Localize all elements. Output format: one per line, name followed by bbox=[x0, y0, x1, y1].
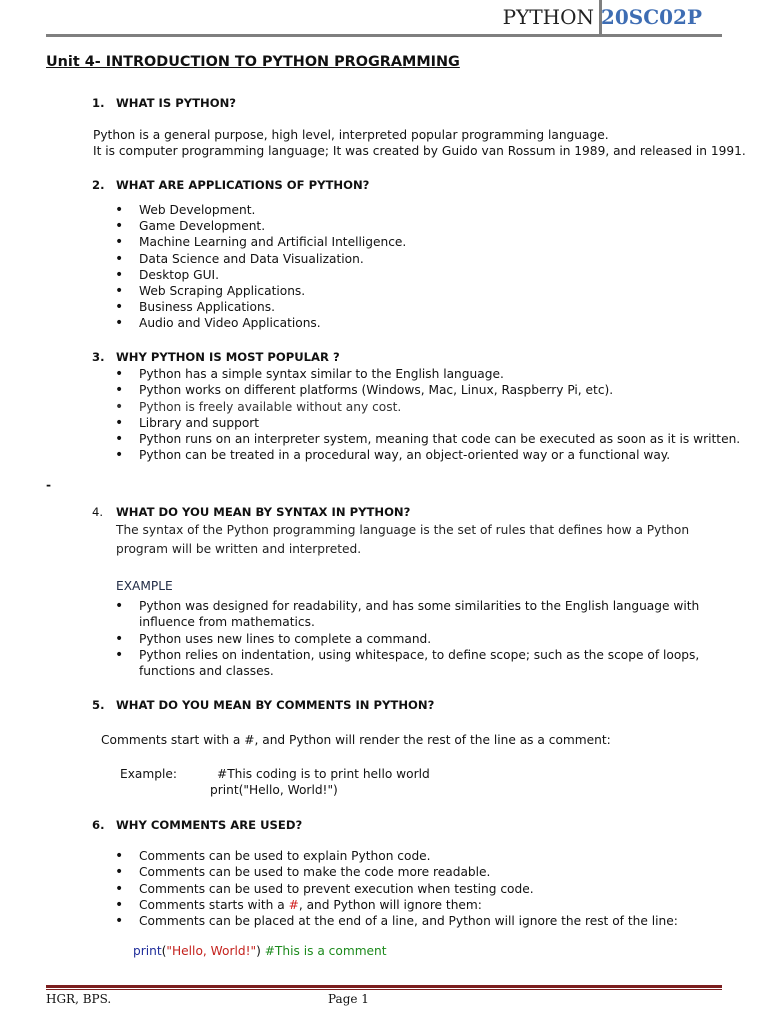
section-6-heading: 6. WHY COMMENTS ARE USED? bbox=[92, 818, 303, 832]
footer-author: HGR, BPS. bbox=[46, 992, 112, 1006]
what-is-line-1: Python is a general purpose, high level, interpreted popular programming language. bbox=[93, 128, 609, 142]
list-item: • Comments can be placed at the end of a line, and Python will ignore the rest of the line: bbox=[139, 913, 678, 929]
list-item: • Python uses new lines to complete a command. bbox=[139, 631, 725, 647]
syntax-points bbox=[139, 598, 725, 679]
list-item: • Desktop GUI. bbox=[139, 267, 406, 283]
section-5-heading: 5. WHAT DO YOU MEAN BY COMMENTS IN PYTHON? bbox=[92, 698, 435, 712]
section-1-heading: 1. WHAT IS PYTHON? bbox=[92, 96, 236, 110]
header-course: PYTHON bbox=[502, 5, 594, 29]
list-item: • Python works on different platforms (Windows, Mac, Linux, Raspberry Pi, etc). bbox=[139, 382, 740, 398]
list-item: • Data Science and Data Visualization. bbox=[139, 251, 406, 267]
list-item: • Comments can be used to make the code more readable. bbox=[139, 864, 678, 880]
footer-page-number: Page 1 bbox=[328, 992, 369, 1006]
header-rule bbox=[46, 34, 722, 37]
section-3-heading: 3. WHY PYTHON IS MOST POPULAR ? bbox=[92, 350, 340, 364]
comments-intro: Comments start with a #, and Python will render the rest of the line as a comment: bbox=[101, 733, 611, 747]
list-item: • Business Applications. bbox=[139, 299, 406, 315]
footer-rule bbox=[46, 985, 722, 988]
list-item: • Comments starts with a #, and Python will ignore them: bbox=[139, 897, 678, 913]
list-item: • Comments can be used to prevent execution when testing code. bbox=[139, 881, 678, 897]
stray-dash: - bbox=[46, 478, 52, 492]
what-is-line-2: It is computer programming language; It was created by Guido van Rossum in 1989, and released in 1991. bbox=[93, 144, 746, 158]
list-item: • Game Development. bbox=[139, 218, 406, 234]
why-comments-list bbox=[139, 848, 678, 929]
list-item: • Python runs on an interpreter system, meaning that code can be executed as soon as it is written. bbox=[139, 431, 740, 447]
header-code: 20SC02P bbox=[600, 5, 702, 29]
page-header bbox=[46, 0, 722, 36]
list-item: • Web Development. bbox=[139, 202, 406, 218]
list-item: • Python was designed for readability, and has some similarities to the English language with influence from mathematics. bbox=[139, 598, 725, 631]
list-item: • Web Scraping Applications. bbox=[139, 283, 406, 299]
comments-example-label: Example: bbox=[120, 767, 177, 781]
comments-example-line-2: print("Hello, World!") bbox=[210, 783, 338, 797]
comments-example-line-1: #This coding is to print hello world bbox=[217, 767, 430, 781]
list-item: • Machine Learning and Artificial Intelligence. bbox=[139, 234, 406, 250]
applications-list bbox=[139, 202, 406, 332]
section-2-heading: 2. WHAT ARE APPLICATIONS OF PYTHON? bbox=[92, 178, 370, 192]
list-item: • Python has a simple syntax similar to the English language. bbox=[139, 366, 740, 382]
list-item: • Python relies on indentation, using whitespace, to define scope; such as the scope of loops, functions and classes. bbox=[139, 647, 725, 680]
list-item: • Python can be treated in a procedural way, an object-oriented way or a functional way. bbox=[139, 447, 740, 463]
list-item: • Audio and Video Applications. bbox=[139, 315, 406, 331]
footer-rule-thin bbox=[46, 989, 722, 990]
list-item: • Comments can be used to explain Python code. bbox=[139, 848, 678, 864]
unit-title: Unit 4- INTRODUCTION TO PYTHON PROGRAMMING bbox=[46, 54, 460, 70]
section-4-heading: 4. WHAT DO YOU MEAN BY SYNTAX IN PYTHON? bbox=[92, 505, 411, 519]
list-item: • Library and support bbox=[139, 415, 740, 431]
syntax-text: The syntax of the Python programming language is the set of rules that defines how a Python program will be written and interpreted. bbox=[116, 523, 690, 556]
syntax-example-label: EXAMPLE bbox=[116, 579, 173, 593]
code-example: print("Hello, World!") #This is a comment bbox=[133, 944, 387, 958]
list-item: • Python is freely available without any cost. bbox=[139, 399, 740, 415]
popular-list bbox=[139, 366, 740, 464]
